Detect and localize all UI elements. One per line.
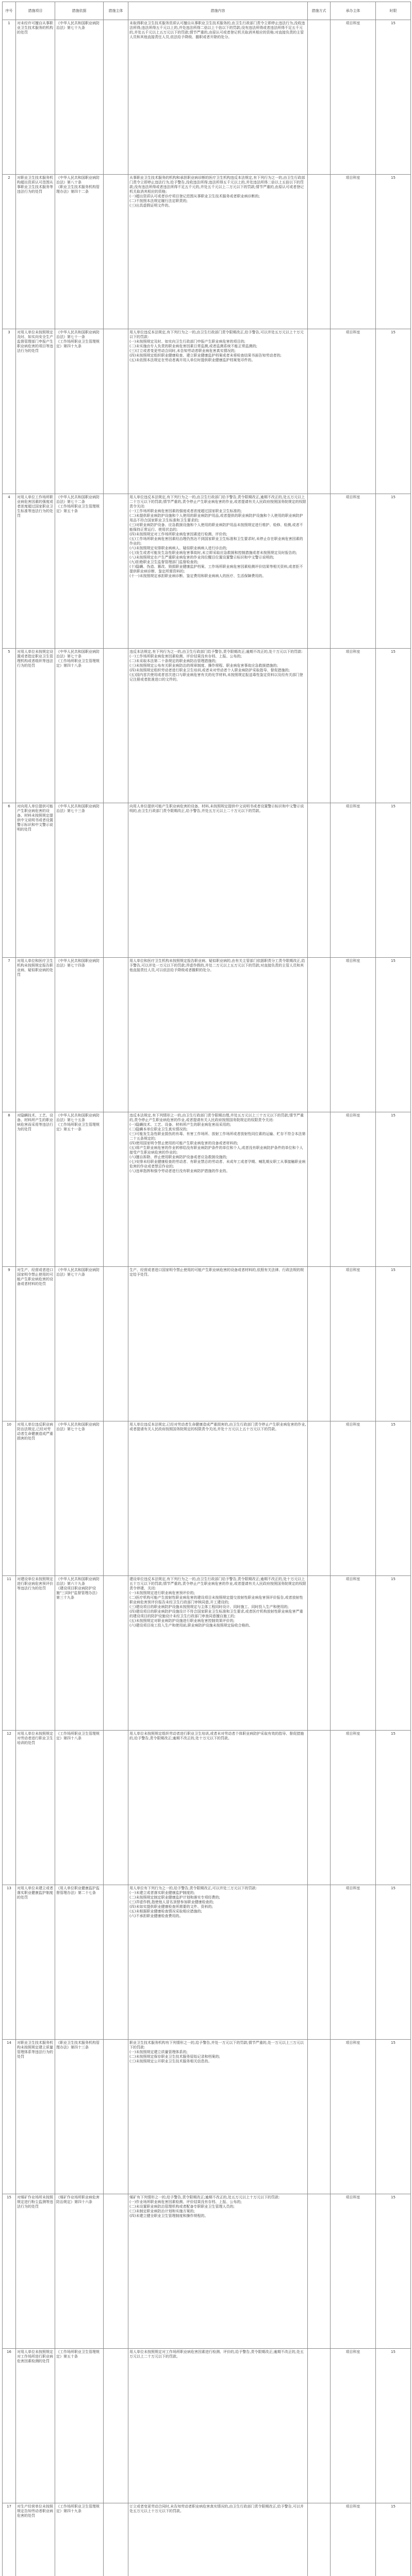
row-dept: 项目科室 <box>331 2194 376 2349</box>
table-row <box>3 175 411 329</box>
table-row <box>3 649 411 803</box>
row-basis: 《中华人民共和国职业病防治法》第七十条 《工作场所职业卫生管理规定》第四十八条 <box>55 649 104 803</box>
table-row <box>3 1112 411 1267</box>
row-subject <box>104 1421 128 1576</box>
table-row <box>3 2040 411 2194</box>
row-subject <box>104 2194 128 2349</box>
row-limit: 15 <box>376 1885 411 2040</box>
header-basis: 措施依据 <box>55 2 104 20</box>
row-subject <box>104 1885 128 2040</box>
row-mode <box>308 2349 331 2503</box>
header-dept: 承办主体 <box>331 2 376 20</box>
header-mode: 措施方式 <box>308 2 331 20</box>
row-basis: 《中华人民共和国职业病防治法》第六十九条 《建设项目职业病防护设施"三同时"监督管理办法》第三十九条 <box>55 1576 104 1731</box>
row-dept: 项目科室 <box>331 494 376 649</box>
table-row <box>3 494 411 649</box>
row-limit: 15 <box>376 2040 411 2194</box>
row-content: 用人单位未按照规定对工作场所职业病危害因素进行检测、评价的,给予警告,责令限期改正;逾期不改正的,处五万元以上二十万元以下的罚款。 <box>128 2349 308 2503</box>
row-content: 用人单位有下列行为之一的,给予警告,责令限期改正,可以并处三万元以下的罚款: (一)未建立或者落实职业健康监护制度的; (二)未按照规定制定职业健康监护计划和落实专项经费的; (三)弄虚作假,指使他人冒名顶替参加职业健康检查的; (四)未如实提供职业健康检查所需要的文件、资料的; (五)未根据职业健康检查情况采取相应措施的; (六)不承担职业健康检查费用的。 <box>128 1885 308 2040</box>
row-dept: 项目科室 <box>331 1112 376 1267</box>
row-subject <box>104 175 128 329</box>
row-mode <box>308 1576 331 1731</box>
row-content: 向用人单位提供可能产生职业病危害的设备、材料,未按照规定提供中文说明书或者设置警示标识和中文警示说明的,由卫生行政部门责令限期改正,给予警告,并处五万元以上二十万元以下的罚款。 <box>128 803 308 958</box>
row-dept: 项目科室 <box>331 175 376 329</box>
row-limit: 15 <box>376 1731 411 1885</box>
row-basis: 《中华人民共和国职业病防治法》第七十一条 《工作场所职业卫生管理规定》第四十九条 <box>55 329 104 494</box>
row-limit: 15 <box>376 1112 411 1267</box>
row-limit: 15 <box>376 2503 411 2576</box>
row-content: 用人单位未按照规定组织劳动者进行职业卫生培训,或者未对劳动者个体职业病防护采取有效的指导、督促措施的,给予警告,责令限期改正;逾期不改正的,处十万元以下的罚款。 <box>128 1731 308 1885</box>
row-content: 用人单位违反本法规定,有下列行为之一的,由卫生行政部门责令限期改正,给予警告,可以并处五万元以上十万元以下的罚款: (一)未按照规定及时、如实向卫生行政部门申报产生职业病危害的项目的; (二)未实施由专人负责的职业病危害因素日常监测,或者监测系统不能正常监测的; (三)订立或者变更劳动合同时,未告知劳动者职业病危害真实情况的; (四)未按照规定组织职业健康检查、建立职业健康监护档案或者未将检查结果书面告知劳动者的; (五)未依照本法规定在劳动者离开用人单位时提供职业健康监护档案复印件的。 <box>128 329 308 494</box>
row-subject <box>104 649 128 803</box>
row-basis: 《中华人民共和国职业病防治法》第七十四条 <box>55 958 104 1112</box>
row-basis: 《工作场所职业卫生管理规定》第四十八条 <box>55 1731 104 1885</box>
row-subject <box>104 803 128 958</box>
row-dept: 项目科室 <box>331 958 376 1112</box>
row-seq: 3 <box>3 329 16 494</box>
row-content: 职业卫生技术服务机构有下列情形之一的,给予警告,并处一万元以下的罚款;情节严重的,处一万元以上三万元以下的罚款: (一)未按照规定建立质量管理体系的; (二)未按照规定保存职业卫生技术服务原始记录和档案的; (三)未按照规定公开职业卫生技术服务相关信息的。 <box>128 2040 308 2194</box>
row-content: 违反本法规定,有下列情形之一的,由卫生行政部门责令限期治理,并处五万元以上三十万元以下的罚款;情节严重的,责令停止产生职业病危害的作业,或者提请有关人民政府按照国务院规定的权限责令关闭: (一)隐瞒技术、工艺、设备、材料所产生的职业病危害而采用的; (二)隐瞒本单位职业卫生真实情况的; (三)可能发生急性职业损伤的有毒、有害工作场所、放射工作场所或者放射性同位素的运输、贮存不符合本法第二十五条规定的; (四)使用国家明令禁止使用的可能产生职业病危害的设备或者材料的; (五)将产生职业病危害的作业转移给没有职业病防护条件的单位和个人,或者没有职业病防护条件的单位和个人接受产生职业病危害的作业的; (六)擅自拆除、停止使用职业病防护设备或者应急救援设施的; (七)安排未经职业健康检查的劳动者、有职业禁忌的劳动者、未成年工或者孕期、哺乳期女职工从事接触职业病危害的作业或者禁忌作业的; (八)违章指挥和强令劳动者进行没有职业病防护措施的作业的。 <box>128 1112 308 1267</box>
table-row <box>3 1885 411 2040</box>
row-project: 对职业卫生技术服务机构超出资质认可范围从事职业卫生技术服务等违法行为的处罚 <box>16 175 55 329</box>
table-row <box>3 2503 411 2576</box>
row-seq: 16 <box>3 2349 16 2503</box>
row-dept: 项目科室 <box>331 1576 376 1731</box>
row-basis: 《中华人民共和国职业病防治法》第八十条 《职业卫生技术服务机构管理办法》第四十二条 <box>55 175 104 329</box>
row-mode <box>308 1421 331 1576</box>
row-limit: 15 <box>376 2349 411 2503</box>
table-body <box>3 20 411 2576</box>
row-dept: 项目科室 <box>331 2349 376 2503</box>
row-dept: 项目科室 <box>331 1885 376 2040</box>
row-seq: 9 <box>3 1267 16 1421</box>
row-seq: 13 <box>3 1885 16 2040</box>
row-dept: 项目科室 <box>331 329 376 494</box>
table-row <box>3 2349 411 2503</box>
table-row <box>3 20 411 175</box>
row-content: 用人单位违反本法规定,有下列行为之一的,由卫生行政部门给予警告,责令限期改正,逾期不改正的,处五万元以上二十万元以下的罚款;情节严重的,责令停止产生职业病危害的作业,或者提请有关人民政府按照国务院规定的权限责令关闭: (一)工作场所职业病危害因素的强度或者浓度超过国家职业卫生标准的; (二)未提供职业病防护设施和个人使用的职业病防护用品,或者提供的职业病防护设施和个人使用的职业病防护用品不符合国家职业卫生标准和卫生要求的; (三)对职业病防护设备、应急救援设施和个人使用的职业病防护用品未按照规定进行维护、检修、检测,或者不能保持正常运行、使用状态的; (四)未按照规定对工作场所职业病危害因素进行检测、评价的; (五)工作场所职业病危害因素经治理仍然达不到国家职业卫生标准和卫生要求时,未停止存在职业病危害因素的作业的; (六)未按照规定安排职业病病人、疑似职业病病人进行诊治的; (七)发生或者可能发生急性职业病危害事故时,未立即采取应急救援和控制措施或者未按照规定及时报告的; (八)未按照规定在产生严重职业病危害的作业岗位醒目位置设置警示标识和中文警示说明的; (九)拒绝职业卫生监督管理部门监督检查的; (十)隐瞒、伪造、篡改、毁损职业健康监护档案、工作场所职业病危害因素检测评价结果等相关资料,或者拒不提供职业病诊断、鉴定所需资料的; (十一)未按照规定承担职业病诊断、鉴定费用和职业病病人的医疗、生活保障费用的。 <box>128 494 308 649</box>
row-mode <box>308 2040 331 2194</box>
row-seq: 10 <box>3 1421 16 1576</box>
row-limit: 15 <box>376 1267 411 1421</box>
header-content: 措施内容 <box>128 2 308 20</box>
row-project: 对职业卫生技术服务机构未按照规定建立质量管理体系等违法行为的处罚 <box>16 2040 55 2194</box>
row-content: 未取得职业卫生技术服务资质认可擅自从事职业卫生技术服务的,由卫生行政部门责令立即停止违法行为,没收违法所得;违法所得五千元以上的,并处违法所得二倍以上十倍以下的罚款;没有违法所得或者违法所得不足五千元的,并处五千元以上五万元以下的罚款;情节严重的,由原认可或者登记机关取消其相应的资格;对直接负责的主管人员和其他直接责任人员,依法给予降级、撤职或者开除的处分。 <box>128 20 308 175</box>
row-mode <box>308 20 331 175</box>
row-mode <box>308 1112 331 1267</box>
row-dept: 项目科室 <box>331 1731 376 1885</box>
row-subject <box>104 2349 128 2503</box>
row-seq: 15 <box>3 2194 16 2349</box>
row-subject <box>104 2040 128 2194</box>
row-seq: 1 <box>3 20 16 175</box>
row-limit: 15 <box>376 649 411 803</box>
row-mode <box>308 803 331 958</box>
row-dept: 项目科室 <box>331 649 376 803</box>
row-subject <box>104 494 128 649</box>
row-seq: 8 <box>3 1112 16 1267</box>
row-mode <box>308 494 331 649</box>
row-dept: 项目科室 <box>331 2503 376 2576</box>
row-subject <box>104 1112 128 1267</box>
row-content: 用人单位和医疗卫生机构未按照规定报告职业病、疑似职业病的,由有关主管部门依据职责分工责令限期改正,给予警告,可以并处一万元以下的罚款;弄虚作假的,并处二万元以上五万元以下的罚款;对直接负责的主管人员和其他直接责任人员,可以依法给予降级或者撤职的处分。 <box>128 958 308 1112</box>
header-subject: 措施主体 <box>104 2 128 20</box>
row-limit: 15 <box>376 1421 411 1576</box>
row-mode <box>308 2503 331 2576</box>
row-project: 对用人单位未按规定设置或者指定职业卫生管理机构或者组织等违法行为的处罚 <box>16 649 55 803</box>
row-content: 从事职业卫生技术服务的机构和承担职业病诊断的医疗卫生机构违反本法规定,有下列行为之一的,由卫生行政部门责令立即停止违法行为,给予警告,没收违法所得;违法所得五千元以上的,并处违法所得二倍以上五倍以下的罚款;没有违法所得或者违法所得不足五千元的,并处五千元以上二万元以下的罚款;情节严重的,由原认可或者登记机关取消其相应的资格; (一)超出资质认可或者诊疗项目登记范围从事职业卫生技术服务或者职业病诊断的; (二)不按照本法规定履行法定职责的; (三)出具虚假证明文件的。 <box>128 175 308 329</box>
row-mode <box>308 175 331 329</box>
row-mode <box>308 1731 331 1885</box>
row-limit: 15 <box>376 958 411 1112</box>
table-row <box>3 1421 411 1576</box>
header-project: 措施项目 <box>16 2 55 20</box>
row-subject <box>104 1731 128 1885</box>
row-seq: 6 <box>3 803 16 958</box>
row-mode <box>308 2194 331 2349</box>
row-subject <box>104 1576 128 1731</box>
row-mode <box>308 1267 331 1421</box>
header-seq: 序号 <box>3 2 16 20</box>
row-project: 对隐瞒技术、工艺、设备、材料所产生的职业病危害而采用等违法行为的处罚 <box>16 1112 55 1267</box>
row-basis: 《中华人民共和国职业病防治法》第七十二条 《工作场所职业卫生管理规定》第五十条 <box>55 494 104 649</box>
row-dept: 项目科室 <box>331 803 376 958</box>
row-seq: 11 <box>3 1576 16 1731</box>
row-mode <box>308 329 331 494</box>
table-row <box>3 329 411 494</box>
row-seq: 7 <box>3 958 16 1112</box>
row-project: 对用人单位工作场所职业病危害因素的强度或者浓度超过国家职业卫生标准等违法行为的处罚 <box>16 494 55 649</box>
row-mode <box>308 649 331 803</box>
row-project: 对煤矿作业场所未按照规定进行粉尘监测等违法行为的处罚 <box>16 2194 55 2349</box>
row-content: 建设单位违反本法规定,有下列行为之一的,由卫生行政部门给予警告,责令限期改正;逾期不改正的,处十万元以上五十万元以下的罚款;情节严重的,责令停止产生职业病危害的作业,或者提请有关人民政府按照国务院规定的权限责令停建、关闭: (一)未按照规定进行职业病危害预评价的; (二)医疗机构可能产生放射性职业病危害的建设项目未按照规定提交放射性职业病危害预评价报告,或者放射性职业病危害预评价报告未经卫生行政部门审核同意,开工建设的; (三)建设项目的职业病防护设施未按照规定与主体工程同时设计、同时施工、同时投入生产和使用的; (四)建设项目的职业病防护设施设计不符合国家职业卫生标准和卫生要求,或者医疗机构放射性职业病危害严重的建设项目的防护设施设计未经卫生行政部门审查同意擅自施工的; (五)未按照规定对职业病防护设施进行职业病危害控制效果评价的; (六)建设项目竣工投入生产和使用前,职业病防护设施未按照规定验收合格的。 <box>128 1576 308 1731</box>
table-row <box>3 1731 411 1885</box>
row-subject <box>104 958 128 1112</box>
row-project: 对未经许可擅自从事职业卫生技术服务的机构的处罚 <box>16 20 55 175</box>
row-limit: 15 <box>376 175 411 329</box>
row-content: 用人单位违反本法规定,已经对劳动者生命健康造成严重损害的,由卫生行政部门责令停止产生职业病危害的作业,或者提请有关人民政府按照国务院规定的权限责令关闭,并处十万元以上五十万元以下的罚款。 <box>128 1421 308 1576</box>
row-mode <box>308 1885 331 2040</box>
row-subject <box>104 329 128 494</box>
row-seq: 14 <box>3 2040 16 2194</box>
row-dept: 项目科室 <box>331 1421 376 1576</box>
row-dept: 项目科室 <box>331 1267 376 1421</box>
row-subject <box>104 2503 128 2576</box>
row-content: 订立或者变更劳动合同时,未告知劳动者职业病危害真实情况的,由卫生行政部门责令限期改正,给予警告,可以并处五万元以上十万元以下的罚款。 <box>128 2503 308 2576</box>
row-limit: 15 <box>376 20 411 175</box>
row-basis: 《中华人民共和国职业病防治法》第七十六条 <box>55 1267 104 1421</box>
row-project: 对用人单位未建立或者落实职业健康监护制度的处罚 <box>16 1885 55 2040</box>
row-basis: 《中华人民共和国职业病防治法》第七十三条 <box>55 803 104 958</box>
row-basis: 《职业卫生技术服务机构管理办法》第四十三条 <box>55 2040 104 2194</box>
row-project: 对用人单位未按照规定及时、如实向安全生产监督管理部门申报产生职业病危害的项目等违法行为的处罚 <box>16 329 55 494</box>
row-project: 对用人单位未按照规定对工作场所进行职业病危害因素检测的处罚 <box>16 2349 55 2503</box>
row-basis: 《工作场所职业卫生管理规定》第五十条 <box>55 2349 104 2503</box>
row-limit: 15 <box>376 2194 411 2349</box>
row-dept: 项目科室 <box>331 2040 376 2194</box>
row-basis: 《中华人民共和国职业病防治法》第七十七条 <box>55 1421 104 1576</box>
row-seq: 5 <box>3 649 16 803</box>
row-project: 对用人单位未按照规定对劳动者进行职业卫生培训的处罚 <box>16 1731 55 1885</box>
row-project: 对向用人单位提供可能产生职业病危害的设备、材料未按照规定提供中文说明书或者设置警示标识和中文警示说明的处罚 <box>16 803 55 958</box>
row-basis: 《煤矿作业场所职业病危害防治规定》第四十六条 <box>55 2194 104 2349</box>
row-mode <box>308 958 331 1112</box>
row-seq: 17 <box>3 2503 16 2576</box>
row-project: 对用人单位违反职业病防治法规定,已经对劳动者生命健康造成严重损害的处罚 <box>16 1421 55 1576</box>
row-limit: 15 <box>376 1576 411 1731</box>
row-seq: 12 <box>3 1731 16 1885</box>
row-basis: 《中华人民共和国职业病防治法》第七十五条 《工作场所职业卫生管理规定》第五十一条 <box>55 1112 104 1267</box>
table-header-row <box>3 2 411 20</box>
table-row <box>3 958 411 1112</box>
row-basis: 《中华人民共和国职业病防治法》第七十九条 <box>55 20 104 175</box>
table-row <box>3 1576 411 1731</box>
table-row <box>3 803 411 958</box>
row-content: 生产、经营或者进口国家明令禁止使用的可能产生职业病危害的设备或者材料的,依照有关法律、行政法规的规定给予处罚。 <box>128 1267 308 1421</box>
row-content: 违反本法规定,有下列行为之一的,由卫生行政部门给予警告,责令限期改正;逾期不改正的,处十万元以下的罚款: (一)工作场所职业病危害因素检测、评价结果没有存档、上报、公布的; (二)未采取本法第二十条规定的职业病防治管理措施的; (三)未按照规定公布有关职业病防治的规章制度、操作规程、职业病危害事故应急救援措施的; (四)未按照规定组织劳动者进行职业卫生培训,或者未对劳动者个人职业病防护采取指导、督促措施的; (五)国内首次使用或者首次进口与职业病危害有关的化学材料,未按照规定报送毒性鉴定资料以及经有关部门登记注册或者批准进口的文件的。 <box>128 649 308 803</box>
header-limit: 时限 <box>376 2 411 20</box>
row-limit: 15 <box>376 803 411 958</box>
table-row <box>3 1267 411 1421</box>
row-seq: 2 <box>3 175 16 329</box>
row-limit: 15 <box>376 494 411 649</box>
row-dept: 项目科室 <box>331 20 376 175</box>
row-basis: 《工作场所职业卫生管理规定》第四十九条 <box>55 2503 104 2576</box>
row-subject <box>104 1267 128 1421</box>
row-content: 煤矿有下列情形之一的,给予警告,责令限期改正;逾期不改正的,处五万元以上十万元以下的罚款: (一)作业场所职业病危害因素检测、评价结果没有存档、上报、公布的; (二)未设置职业病防治管理机构或者配备专职职业卫生管理人员的; (三)未制定职业病防治计划和实施方案的; (四)未建立健全职业卫生管理制度和操作规程的。 <box>128 2194 308 2349</box>
row-seq: 4 <box>3 494 16 649</box>
row-project: 对生产、经营或者进口国家明令禁止使用的可能产生职业病危害的设备或者材料的处罚 <box>16 1267 55 1421</box>
enforcement-table <box>2 2 411 2576</box>
row-basis: 《用人单位职业健康监护监督管理办法》第二十七条 <box>55 1885 104 2040</box>
row-limit: 15 <box>376 329 411 494</box>
table-row <box>3 2194 411 2349</box>
row-project: 对生产经营单位未按照规定告知劳动者职业病危害的处罚 <box>16 2503 55 2576</box>
row-project: 对用人单位和医疗卫生机构未按照规定报告职业病、疑似职业病的处罚 <box>16 958 55 1112</box>
row-project: 对建设单位未按照规定进行职业病危害预评价等违法行为的处罚 <box>16 1576 55 1731</box>
row-subject <box>104 20 128 175</box>
